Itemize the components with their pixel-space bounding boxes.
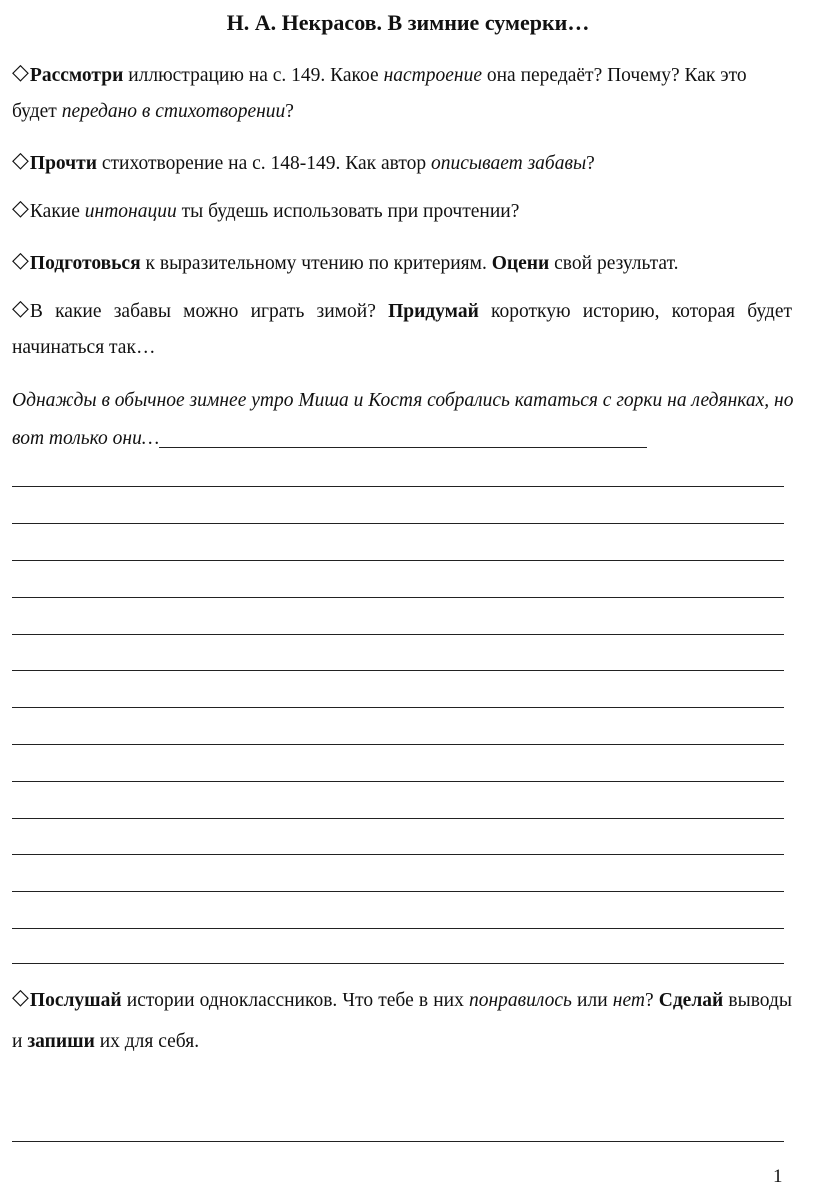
task-text: стихотворение на с. 148-149. Как автор: [97, 153, 432, 174]
diamond-icon: ◇: [12, 196, 29, 221]
page-title: Н. А. Некрасов. В зимние сумерки…: [226, 10, 590, 35]
task-verb: Послушай: [29, 990, 122, 1011]
answer-line[interactable]: [159, 429, 647, 448]
task-text: истории одноклассников. Что тебе в них: [121, 990, 469, 1011]
answer-line[interactable]: [12, 1141, 784, 1142]
task-prepare-reading: [12, 246, 792, 282]
answer-line[interactable]: [12, 963, 784, 964]
task-emphasis: передано в стихотворении: [61, 101, 286, 122]
task-text: ?: [586, 153, 595, 174]
story-text: Однажды в обычное зимнее утро Миша и Костя собрались кататься с горки на ледянках, но вот только они…: [12, 390, 794, 449]
task-verb: Придумай: [388, 301, 479, 322]
task-read-poem: [12, 146, 792, 182]
task-text: В какие забавы можно играть зимой?: [29, 301, 389, 322]
task-text: ?: [644, 990, 659, 1011]
answer-line[interactable]: [12, 634, 784, 635]
story-starter: [12, 382, 802, 458]
answer-line[interactable]: [12, 928, 784, 929]
task-listen-classmates: [12, 980, 792, 1062]
task-text: или: [571, 990, 613, 1011]
page-number: 1: [773, 1166, 783, 1187]
answer-line[interactable]: [12, 707, 784, 708]
task-text: короткую историю, которая будет начинаться так…: [12, 301, 792, 358]
task-verb: запиши: [27, 1031, 95, 1052]
task-text: Какие: [29, 201, 85, 222]
answer-line[interactable]: [12, 486, 784, 487]
task-intonations: [12, 194, 792, 230]
diamond-icon: ◇: [12, 60, 29, 85]
task-verb: Рассмотри: [29, 65, 124, 86]
diamond-icon: ◇: [12, 148, 29, 173]
answer-line[interactable]: [12, 670, 784, 671]
task-emphasis: описывает забавы: [431, 153, 587, 174]
task-text: иллюстрацию на с. 149. Какое: [123, 65, 384, 86]
task-emphasis: настроение: [383, 65, 482, 86]
diamond-icon: ◇: [12, 985, 29, 1010]
answer-line[interactable]: [12, 854, 784, 855]
answer-line[interactable]: [12, 891, 784, 892]
task-text: ?: [285, 101, 294, 122]
task-text: она передаёт? Почему? Как это будет: [12, 65, 747, 122]
answer-line[interactable]: [12, 597, 784, 598]
task-text: их для себя.: [94, 1031, 200, 1052]
answer-line[interactable]: [12, 744, 784, 745]
task-text: свой результат.: [549, 253, 679, 274]
task-emphasis: нет: [612, 990, 645, 1011]
answer-line[interactable]: [12, 560, 784, 561]
task-verb: Прочти: [29, 153, 97, 174]
answer-line[interactable]: [12, 523, 784, 524]
task-emphasis: понравилось: [468, 990, 572, 1011]
task-verb: Сделай: [658, 990, 724, 1011]
task-verb: Подготовься: [29, 253, 141, 274]
diamond-icon: ◇: [12, 296, 29, 321]
answer-line[interactable]: [12, 818, 784, 819]
task-examine-illustration: [12, 58, 792, 130]
task-text: к выразительному чтению по критериям.: [140, 253, 492, 274]
task-text: ты будешь использовать при прочтении?: [176, 201, 520, 222]
task-emphasis: интонации: [84, 201, 177, 222]
answer-line[interactable]: [12, 781, 784, 782]
diamond-icon: ◇: [12, 248, 29, 273]
task-invent-story: [12, 294, 792, 366]
task-text: выводы и: [12, 990, 792, 1052]
task-verb: Оцени: [491, 253, 550, 274]
